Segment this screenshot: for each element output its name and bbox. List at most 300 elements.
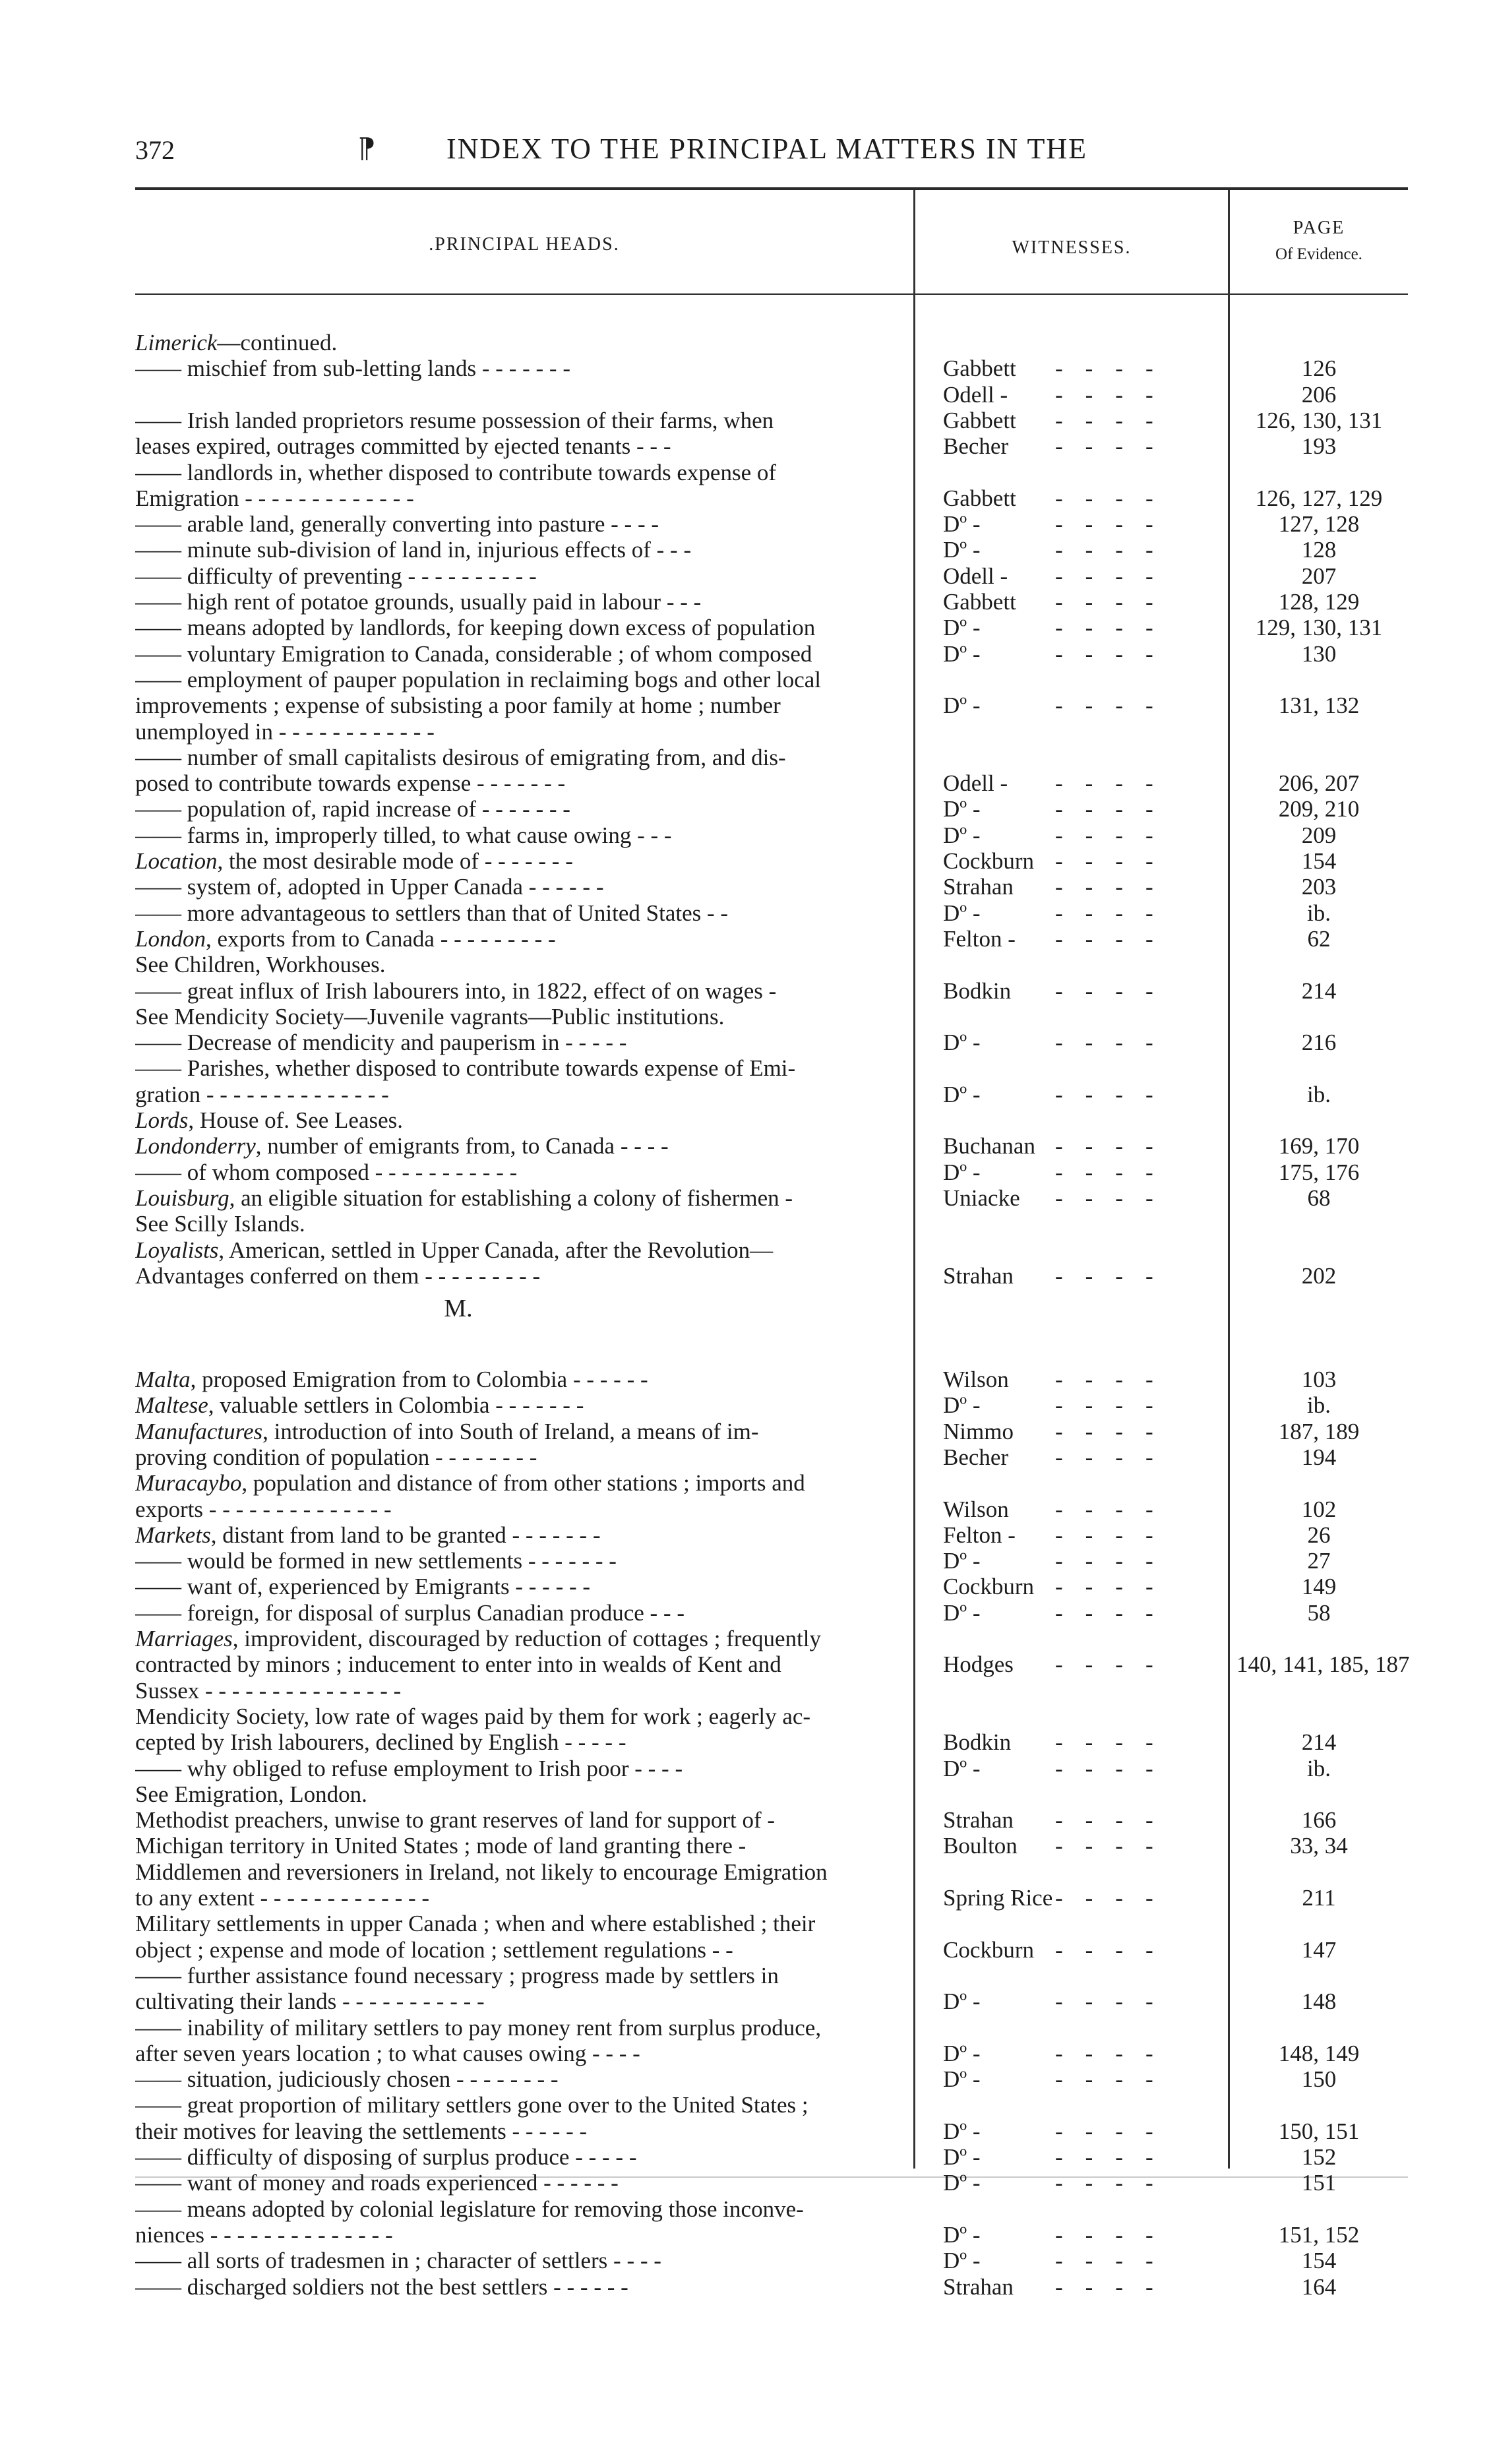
evidence-page-ref: 193 bbox=[1301, 433, 1337, 460]
witness-name: Dº - bbox=[943, 2040, 981, 2066]
witness-name: Dº - bbox=[943, 1599, 981, 1626]
principal-head-text: —— Parishes, whether disposed to contribute towards expense of Emi- bbox=[135, 1055, 796, 1082]
evidence-page-ref: 130 bbox=[1301, 640, 1337, 667]
witness-name: Bodkin bbox=[943, 977, 1012, 1004]
running-header bbox=[135, 129, 1401, 175]
leader-dots: ---- bbox=[1055, 433, 1176, 460]
principal-head-text: Manufactures, introduction of into South of Ireland, a means of im- bbox=[135, 1418, 759, 1444]
evidence-page-ref: 169, 170 bbox=[1278, 1133, 1360, 1159]
index-entry-row bbox=[0, 2118, 1493, 2144]
evidence-page-ref: 140, 141, 185, 187 bbox=[1236, 1651, 1410, 1678]
evidence-page-ref: 126 bbox=[1301, 355, 1337, 382]
principal-head-text: Advantages conferred on them - - - - - - - - - bbox=[135, 1262, 541, 1289]
witness-name: Dº - bbox=[943, 537, 981, 563]
evidence-page-ref: 27 bbox=[1307, 1548, 1331, 1574]
index-entry-row bbox=[0, 1678, 1493, 1704]
leader-dots: ---- bbox=[1055, 1574, 1176, 1600]
witness-name: Dº - bbox=[943, 900, 981, 926]
leader-dots: ---- bbox=[1055, 589, 1176, 615]
index-entry-row bbox=[0, 2015, 1493, 2041]
index-entry-row bbox=[0, 2196, 1493, 2222]
evidence-page-ref: 154 bbox=[1301, 848, 1337, 874]
leader-dots: ---- bbox=[1055, 900, 1176, 926]
leader-dots: ---- bbox=[1055, 381, 1176, 408]
leader-dots: ---- bbox=[1055, 511, 1176, 538]
leader-dots: ---- bbox=[1055, 1885, 1176, 1911]
leader-dots: ---- bbox=[1055, 1988, 1176, 2015]
evidence-page-ref: 209, 210 bbox=[1278, 796, 1360, 822]
witness-name: Gabbett bbox=[943, 485, 1016, 511]
principal-head-text: Lords, House of. See Leases. bbox=[135, 1107, 404, 1133]
leader-dots: ---- bbox=[1055, 1418, 1176, 1444]
witness-name: Dº - bbox=[943, 1755, 981, 1781]
principal-head-text: See Scilly Islands. bbox=[135, 1211, 305, 1237]
evidence-page-ref: 129, 130, 131 bbox=[1255, 615, 1383, 641]
witness-name: Strahan bbox=[943, 2273, 1014, 2300]
principal-head-text: —— high rent of potatoe grounds, usually paid in labour - - - bbox=[135, 589, 702, 615]
witness-name: Dº - bbox=[943, 511, 981, 538]
index-entry-row bbox=[0, 1548, 1493, 1574]
evidence-page-ref: 152 bbox=[1301, 2144, 1337, 2170]
principal-head-text: Londonderry, number of emigrants from, to Canada - - - - bbox=[135, 1133, 669, 1159]
index-entry-row bbox=[0, 1419, 1493, 1444]
evidence-page-ref: ib. bbox=[1307, 1392, 1331, 1419]
witness-name: Dº - bbox=[943, 796, 981, 822]
index-entry-row bbox=[0, 1496, 1493, 1522]
principal-head-text: —— situation, judiciously chosen - - - - - - - - bbox=[135, 2066, 559, 2093]
leader-dots: ---- bbox=[1055, 1548, 1176, 1574]
leader-dots: ---- bbox=[1055, 874, 1176, 900]
leader-dots: ---- bbox=[1055, 485, 1176, 511]
witness-name: Dº - bbox=[943, 1081, 981, 1107]
index-entry-row bbox=[0, 1392, 1493, 1418]
evidence-page-ref: 187, 189 bbox=[1278, 1418, 1360, 1444]
index-entry-row bbox=[0, 2170, 1493, 2196]
leader-dots: ---- bbox=[1055, 1081, 1176, 1107]
leader-dots: ---- bbox=[1055, 1367, 1176, 1392]
evidence-page-ref: 128, 129 bbox=[1278, 589, 1360, 615]
evidence-page-ref: 154 bbox=[1301, 2248, 1337, 2274]
principal-head-text: Louisburg, an eligible situation for establishing a colony of fishermen - bbox=[135, 1185, 793, 1211]
witness-name: Dº - bbox=[943, 1392, 981, 1419]
evidence-page-ref: ib. bbox=[1307, 900, 1331, 926]
index-entry-row bbox=[0, 537, 1493, 563]
principal-head-text: —— of whom composed - - - - - - - - - - - bbox=[135, 1159, 518, 1185]
evidence-page-ref: 148 bbox=[1301, 1988, 1337, 2015]
index-entry-row bbox=[0, 1729, 1493, 1755]
page-subheading: Of Evidence. bbox=[1275, 245, 1362, 263]
witness-name: Spring Rice bbox=[943, 1885, 1053, 1911]
leader-dots: ---- bbox=[1055, 1262, 1176, 1289]
witness-name: Dº - bbox=[943, 1030, 981, 1056]
principal-head-text: object ; expense and mode of location ; settlement regulations - - bbox=[135, 1936, 733, 1963]
witness-name: Cockburn bbox=[943, 848, 1035, 874]
witness-name: Odell - bbox=[943, 770, 1008, 797]
index-entry-row bbox=[0, 2066, 1493, 2092]
evidence-page-ref: ib. bbox=[1307, 1081, 1331, 1107]
principal-head-text: cultivating their lands - - - - - - - - - - - bbox=[135, 1988, 485, 2015]
index-entry-row bbox=[0, 2248, 1493, 2273]
index-entry-row bbox=[0, 874, 1493, 900]
index-entry-row bbox=[0, 1781, 1493, 1807]
witness-name: Dº - bbox=[943, 2248, 981, 2274]
principal-head-text: niences - - - - - - - - - - - - - - bbox=[135, 2221, 393, 2248]
index-entry-row bbox=[0, 1522, 1493, 1548]
principal-head-text: Methodist preachers, unwise to grant reserves of land for support of - bbox=[135, 1807, 776, 1833]
leader-dots: ---- bbox=[1055, 1392, 1176, 1419]
evidence-page-ref: 58 bbox=[1307, 1599, 1331, 1626]
principal-head-text: —— minute sub-division of land in, injurious effects of - - - bbox=[135, 537, 692, 563]
principal-head-text: Marriages, improvident, discouraged by reduction of cottages ; frequently bbox=[135, 1626, 822, 1651]
index-entry-row bbox=[0, 822, 1493, 848]
witness-name: Boulton bbox=[943, 1833, 1018, 1859]
index-entry-row bbox=[0, 563, 1493, 589]
evidence-page-ref: 151 bbox=[1301, 2170, 1337, 2196]
leader-dots: ---- bbox=[1055, 1833, 1176, 1859]
evidence-page-ref: 206, 207 bbox=[1278, 770, 1360, 797]
witness-name: Cockburn bbox=[943, 1574, 1035, 1600]
evidence-page-ref: 202 bbox=[1301, 1262, 1337, 1289]
evidence-page-ref: 126, 127, 129 bbox=[1255, 485, 1383, 511]
principal-head-text: See Mendicity Society—Juvenile vagrants—Public institutions. bbox=[135, 1003, 725, 1030]
evidence-page-ref: 206 bbox=[1301, 381, 1337, 408]
principal-head-text: —— Irish landed proprietors resume possession of their farms, when bbox=[135, 407, 774, 433]
leader-dots: ---- bbox=[1055, 1755, 1176, 1781]
principal-head-text: Location, the most desirable mode of - - - - - - - bbox=[135, 848, 573, 874]
index-entry-row bbox=[0, 1833, 1493, 1859]
index-entry-row bbox=[0, 589, 1493, 615]
principal-head-text: —— want of, experienced by Emigrants - - - - - - bbox=[135, 1574, 591, 1600]
index-entry-row bbox=[0, 1470, 1493, 1496]
index-entry-row bbox=[0, 2222, 1493, 2248]
leader-dots: ---- bbox=[1055, 1133, 1176, 1159]
principal-head-text: proving condition of population - - - - - - - - bbox=[135, 1444, 537, 1470]
evidence-page-ref: 147 bbox=[1301, 1936, 1337, 1963]
witness-name: Dº - bbox=[943, 1159, 981, 1185]
principal-head-text: —— further assistance found necessary ; progress made by settlers in bbox=[135, 1962, 779, 1988]
index-entry-row bbox=[0, 952, 1493, 977]
index-entry-row bbox=[0, 330, 1493, 355]
index-entry-row bbox=[0, 745, 1493, 770]
index-entry-row bbox=[0, 1756, 1493, 1781]
index-entry-row bbox=[0, 1237, 1493, 1263]
evidence-page-ref: 127, 128 bbox=[1278, 511, 1360, 538]
principal-head-text: —— population of, rapid increase of - - - - - - - bbox=[135, 796, 570, 822]
principal-head-text: —— great proportion of military settlers gone over to the United States ; bbox=[135, 2092, 808, 2118]
principal-head-text: —— all sorts of tradesmen in ; character of settlers - - - - bbox=[135, 2248, 661, 2274]
leader-dots: ---- bbox=[1055, 2040, 1176, 2066]
evidence-page-ref: 207 bbox=[1301, 563, 1337, 589]
evidence-page-ref: 150 bbox=[1301, 2066, 1337, 2093]
principal-head-text: Muracaybo, population and distance of from other stations ; imports and bbox=[135, 1470, 805, 1496]
principal-head-text: —— landlords in, whether disposed to contribute towards expense of bbox=[135, 459, 777, 485]
principal-head-text: —— system of, adopted in Upper Canada - - - - - - bbox=[135, 874, 604, 900]
index-entry-row bbox=[0, 1055, 1493, 1081]
witness-name: Felton - bbox=[943, 1522, 1016, 1548]
witness-name: Gabbett bbox=[943, 355, 1016, 382]
witness-name: Dº - bbox=[943, 2170, 981, 2196]
evidence-page-ref: ib. bbox=[1307, 1755, 1331, 1781]
evidence-page-ref: 148, 149 bbox=[1278, 2040, 1360, 2066]
principal-head-text: Loyalists, American, settled in Upper Canada, after the Revolution— bbox=[135, 1237, 774, 1263]
witness-name: Strahan bbox=[943, 1807, 1014, 1833]
principal-head-text: Military settlements in upper Canada ; when and where established ; their bbox=[135, 1911, 816, 1937]
principal-head-text: to any extent - - - - - - - - - - - - - bbox=[135, 1885, 430, 1911]
evidence-page-ref: 151, 152 bbox=[1278, 2221, 1360, 2248]
principal-head-text: unemployed in - - - - - - - - - - - - bbox=[135, 718, 435, 745]
principal-head-text: —— means adopted by landlords, for keeping down excess of population bbox=[135, 615, 816, 641]
witness-name: Odell - bbox=[943, 563, 1008, 589]
principal-head-text: —— would be formed in new settlements - - - - - - - bbox=[135, 1548, 617, 1574]
leader-dots: ---- bbox=[1055, 770, 1176, 797]
principal-head-text: leases expired, outrages committed by ejected tenants - - - bbox=[135, 433, 671, 460]
evidence-page-ref: 214 bbox=[1301, 1729, 1337, 1756]
page-number: 372 bbox=[135, 135, 175, 165]
witness-name: Felton - bbox=[943, 925, 1016, 952]
page-heading: PAGE bbox=[1293, 218, 1345, 238]
index-entry-row bbox=[0, 1082, 1493, 1107]
index-entry-row bbox=[0, 1107, 1493, 1133]
principal-head-text: Limerick—continued. bbox=[135, 330, 338, 355]
index-entry-row bbox=[0, 848, 1493, 874]
principal-head-text: —— means adopted by colonial legislature for removing those inconve- bbox=[135, 2196, 804, 2222]
evidence-page-ref: 194 bbox=[1301, 1444, 1337, 1470]
index-entry-row bbox=[0, 1574, 1493, 1599]
principal-head-text: their motives for leaving the settlements - - - - - - bbox=[135, 2118, 588, 2144]
index-entry-row bbox=[0, 1444, 1493, 1470]
header-ornament: ⁋ bbox=[358, 134, 376, 164]
leader-dots: ---- bbox=[1055, 2248, 1176, 2274]
index-entry-row bbox=[0, 408, 1493, 433]
index-entry-row bbox=[0, 1159, 1493, 1185]
index-entry-row bbox=[0, 2144, 1493, 2170]
leader-dots: ---- bbox=[1055, 693, 1176, 719]
leader-dots: ---- bbox=[1055, 1599, 1176, 1626]
witness-name: Strahan bbox=[943, 1262, 1014, 1289]
index-entry-row bbox=[0, 1341, 1493, 1367]
witness-name: Dº - bbox=[943, 2118, 981, 2144]
principal-head-text: Mendicity Society, low rate of wages paid by them for work ; eagerly ac- bbox=[135, 1703, 811, 1729]
principal-head-text: —— difficulty of disposing of surplus produce - - - - - bbox=[135, 2144, 637, 2170]
index-entry-row bbox=[0, 1885, 1493, 1911]
index-entry-row bbox=[0, 2041, 1493, 2066]
principal-head-text: —— farms in, improperly tilled, to what cause owing - - - bbox=[135, 822, 672, 848]
leader-dots: ---- bbox=[1055, 537, 1176, 563]
leader-dots: ---- bbox=[1055, 640, 1176, 667]
leader-dots: ---- bbox=[1055, 355, 1176, 382]
leader-dots: ---- bbox=[1055, 2066, 1176, 2093]
evidence-page-ref: 211 bbox=[1302, 1885, 1336, 1911]
index-entry-row bbox=[0, 1004, 1493, 1030]
principal-head-text: —— difficulty of preventing - - - - - - - - - - bbox=[135, 563, 537, 589]
index-entry-row bbox=[0, 641, 1493, 667]
principal-head-text: See Emigration, London. bbox=[135, 1781, 367, 1807]
leader-dots: ---- bbox=[1055, 925, 1176, 952]
principal-head-text: —— inability of military settlers to pay money rent from surplus produce, bbox=[135, 2014, 822, 2041]
principal-head-text: —— want of money and roads experienced - - - - - - bbox=[135, 2170, 619, 2196]
index-entry-row bbox=[0, 1651, 1493, 1677]
principal-head-text: —— discharged soldiers not the best settlers - - - - - - bbox=[135, 2273, 628, 2300]
index-entry-row bbox=[0, 719, 1493, 745]
principal-head-text: after seven years location ; to what causes owing - - - - bbox=[135, 2040, 640, 2066]
column-head-rule bbox=[135, 293, 1408, 295]
evidence-page-ref: 166 bbox=[1301, 1807, 1337, 1833]
index-entry-row bbox=[0, 1263, 1493, 1289]
principal-head-text: Malta, proposed Emigration from to Colombia - - - - - - bbox=[135, 1367, 648, 1392]
principal-head-text: —— employment of pauper population in reclaiming bogs and other local bbox=[135, 666, 822, 693]
evidence-page-ref: 164 bbox=[1301, 2273, 1337, 2300]
index-entry-row bbox=[0, 1211, 1493, 1237]
index-entry-row bbox=[0, 1185, 1493, 1211]
index-entry-row bbox=[0, 1988, 1493, 2014]
witness-name: Becher bbox=[943, 433, 1009, 460]
leader-dots: ---- bbox=[1055, 2273, 1176, 2300]
witness-name: Dº - bbox=[943, 822, 981, 848]
witness-name: Dº - bbox=[943, 693, 981, 719]
witness-name: Gabbett bbox=[943, 589, 1016, 615]
principal-heads-heading: .PRINCIPAL HEADS. bbox=[429, 234, 620, 255]
leader-dots: ---- bbox=[1055, 1936, 1176, 1963]
running-title: INDEX TO THE PRINCIPAL MATTERS IN THE bbox=[446, 133, 1087, 165]
witness-name: Hodges bbox=[943, 1651, 1014, 1678]
leader-dots: ---- bbox=[1055, 1522, 1176, 1548]
index-entry-row bbox=[0, 1367, 1493, 1392]
principal-head-text: Emigration - - - - - - - - - - - - - bbox=[135, 485, 414, 511]
evidence-page-ref: 33, 34 bbox=[1290, 1833, 1348, 1859]
index-entry-row bbox=[0, 770, 1493, 796]
principal-head-text: Middlemen and reversioners in Ireland, not likely to encourage Emigration bbox=[135, 1859, 828, 1885]
bottom-rule bbox=[135, 2176, 1408, 2178]
witness-name: Nimmo bbox=[943, 1418, 1014, 1444]
principal-head-text: —— mischief from sub-letting lands - - - - - - - bbox=[135, 355, 570, 382]
witness-name: Uniacke bbox=[943, 1185, 1020, 1211]
index-entry-row bbox=[0, 1133, 1493, 1159]
evidence-page-ref: 203 bbox=[1301, 874, 1337, 900]
index-entry-row bbox=[0, 667, 1493, 693]
leader-dots: ---- bbox=[1055, 1185, 1176, 1211]
index-entry-row bbox=[0, 485, 1493, 511]
index-entry-row bbox=[0, 796, 1493, 822]
witness-name: Dº - bbox=[943, 1988, 981, 2015]
principal-head-text: contracted by minors ; inducement to enter into in wealds of Kent and bbox=[135, 1651, 781, 1678]
principal-head-text: London, exports from to Canada - - - - - - - - - bbox=[135, 925, 556, 952]
witness-name: Dº - bbox=[943, 1548, 981, 1574]
principal-head-text: —— great influx of Irish labourers into, in 1822, effect of on wages - bbox=[135, 977, 777, 1004]
witness-name: Wilson bbox=[943, 1496, 1009, 1522]
index-entry-row bbox=[0, 382, 1493, 408]
principal-head-text: —— number of small capitalists desirous of emigrating from, and dis- bbox=[135, 744, 786, 770]
principal-head-text: improvements ; expense of subsisting a poor family at home ; number bbox=[135, 693, 781, 719]
principal-head-text: Maltese, valuable settlers in Colombia - - - - - - - bbox=[135, 1392, 584, 1419]
index-entry-row bbox=[0, 1600, 1493, 1626]
witness-name: Cockburn bbox=[943, 1936, 1035, 1963]
leader-dots: ---- bbox=[1055, 1807, 1176, 1833]
leader-dots: ---- bbox=[1055, 1651, 1176, 1678]
witness-name: Buchanan bbox=[943, 1133, 1035, 1159]
leader-dots: ---- bbox=[1055, 796, 1176, 822]
principal-head-text: See Children, Workhouses. bbox=[135, 952, 386, 978]
principal-head-text: Michigan territory in United States ; mode of land granting there - bbox=[135, 1833, 746, 1859]
witness-name: Odell - bbox=[943, 381, 1008, 408]
index-entry-row bbox=[0, 355, 1493, 381]
leader-dots: ---- bbox=[1055, 615, 1176, 641]
principal-head-text: —— Decrease of mendicity and pauperism in - - - - - bbox=[135, 1030, 627, 1056]
index-entry-row bbox=[0, 900, 1493, 926]
evidence-page-ref: 128 bbox=[1301, 537, 1337, 563]
leader-dots: ---- bbox=[1055, 1729, 1176, 1756]
evidence-page-ref: 209 bbox=[1301, 822, 1337, 848]
principal-head-text: —— voluntary Emigration to Canada, considerable ; of whom composed bbox=[135, 640, 812, 667]
leader-dots: ---- bbox=[1055, 2118, 1176, 2144]
principal-head-text: gration - - - - - - - - - - - - - - bbox=[135, 1081, 389, 1107]
leader-dots: ---- bbox=[1055, 2170, 1176, 2196]
index-entry-row bbox=[0, 1704, 1493, 1729]
index-entry-row bbox=[0, 2092, 1493, 2118]
witness-name: Becher bbox=[943, 1444, 1009, 1470]
principal-head-text: exports - - - - - - - - - - - - - - bbox=[135, 1496, 392, 1522]
index-entry-row bbox=[0, 1911, 1493, 1936]
index-entry-row bbox=[0, 1937, 1493, 1963]
index-entry-row bbox=[0, 511, 1493, 537]
principal-head-text: —— more advantageous to settlers than that of United States - - bbox=[135, 900, 729, 926]
principal-head-text: Sussex - - - - - - - - - - - - - - - bbox=[135, 1677, 402, 1704]
leader-dots: ---- bbox=[1055, 407, 1176, 433]
evidence-page-ref: 68 bbox=[1307, 1185, 1331, 1211]
principal-head-text: Markets, distant from land to be granted - - - - - - - bbox=[135, 1522, 601, 1548]
index-entry-row bbox=[0, 615, 1493, 640]
evidence-page-ref: 62 bbox=[1307, 925, 1331, 952]
evidence-page-ref: 26 bbox=[1307, 1522, 1331, 1548]
index-entry-row bbox=[0, 1859, 1493, 1885]
index-entry-row bbox=[0, 926, 1493, 952]
witness-name: Dº - bbox=[943, 2221, 981, 2248]
principal-head-text: —— arable land, generally converting into pasture - - - - bbox=[135, 511, 659, 538]
witness-name: Gabbett bbox=[943, 407, 1016, 433]
index-entry-row bbox=[0, 433, 1493, 459]
evidence-page-ref: 149 bbox=[1301, 1574, 1337, 1600]
index-entry-row bbox=[0, 693, 1493, 718]
evidence-page-ref: 150, 151 bbox=[1278, 2118, 1360, 2144]
leader-dots: ---- bbox=[1055, 1159, 1176, 1185]
witness-name: Wilson bbox=[943, 1367, 1009, 1392]
evidence-page-ref: 131, 132 bbox=[1278, 693, 1360, 719]
witness-name: Dº - bbox=[943, 615, 981, 641]
leader-dots: ---- bbox=[1055, 2144, 1176, 2170]
index-entry-row bbox=[0, 1626, 1493, 1651]
leader-dots: ---- bbox=[1055, 977, 1176, 1004]
leader-dots: ---- bbox=[1055, 822, 1176, 848]
principal-head-text: posed to contribute towards expense - - - - - - - bbox=[135, 770, 566, 797]
index-entry-row bbox=[0, 978, 1493, 1004]
witness-name: Dº - bbox=[943, 640, 981, 667]
evidence-page-ref: 103 bbox=[1301, 1367, 1337, 1392]
witness-name: Dº - bbox=[943, 2144, 981, 2170]
witness-name: Strahan bbox=[943, 874, 1014, 900]
leader-dots: ---- bbox=[1055, 1444, 1176, 1470]
leader-dots: ---- bbox=[1055, 1496, 1176, 1522]
evidence-page-ref: 102 bbox=[1301, 1496, 1337, 1522]
index-entry-row bbox=[0, 2274, 1493, 2300]
evidence-page-ref: 216 bbox=[1301, 1030, 1337, 1056]
witness-name: Dº - bbox=[943, 2066, 981, 2093]
index-entry-row bbox=[0, 1030, 1493, 1055]
index-entry-row bbox=[0, 1807, 1493, 1833]
leader-dots: ---- bbox=[1055, 848, 1176, 874]
leader-dots: ---- bbox=[1055, 563, 1176, 589]
evidence-page-ref: 126, 130, 131 bbox=[1255, 407, 1383, 433]
principal-head-text: cepted by Irish labourers, declined by English - - - - - bbox=[135, 1729, 626, 1756]
leader-dots: ---- bbox=[1055, 1030, 1176, 1056]
